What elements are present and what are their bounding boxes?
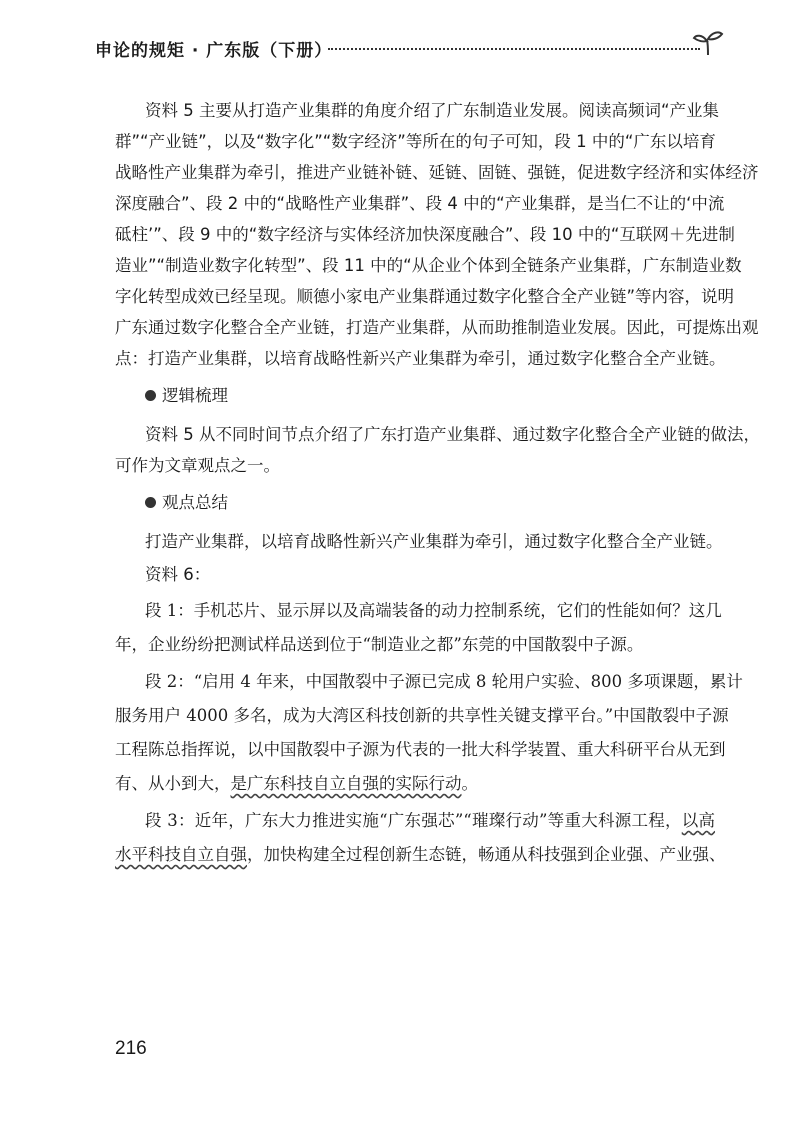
header-title: 申论的规矩 · 广东版（下册） [95,41,333,61]
heading-text: 逻辑梳理 [162,386,228,405]
wavy-underline-text: 是广东科技自立自强的实际行动 [230,774,462,793]
paragraph-line: 点：打造产业集群，以培育战略性新兴产业集群为牵引，通过数字化整合全产业链。 [115,349,726,368]
paragraph-line [115,769,478,799]
paragraph-line: 深度融合”、段 2 中的“战略性产业集群”、段 4 中的“产业集群，是当仁不让的‘中流 [115,194,725,213]
sprout-icon [692,30,724,56]
bullet-icon [145,390,156,401]
text-span: 。 [461,774,478,793]
paragraph-line: 字化转型成效已经呈现。顺德小家电产业集群通过数字化整合全产业链”等内容，说明 [115,287,735,306]
paragraph-line: 年，企业纷纷把测试样品送到位于“制造业之都”东莞的中国散裂中子源。 [115,635,644,654]
paragraph-line: 资料 5 主要从打造产业集群的角度介绍了广东制造业发展。阅读高频词“产业集 [145,101,720,120]
header-dotted-rule [328,48,700,50]
material-label: 资料 6： [145,565,211,584]
text-span: 段 3：近年，广东大力推进实施“广东强芯”“璀璨行动”等重大科源工程， [145,811,682,830]
paragraph-line: 造业”“制造业数字化转型”、段 11 中的“从企业个体到全链条产业集群，广东制造业数 [115,256,742,275]
paragraph-line: 砥柱’”、段 9 中的“数字经济与实体经济加快深度融合”、段 10 中的“互联网＋先进制 [115,225,735,244]
paragraph-line: 资料 5 从不同时间节点介绍了广东打造产业集群、通过数字化整合全产业链的做法， [145,425,760,444]
paragraph-line: 段 2：“启用 4 年来，中国散裂中子源已完成 8 轮用户实验、800 多项课题，累计 [145,672,743,691]
section-heading-summary [145,488,228,518]
bullet-icon [145,497,156,508]
paragraph-line [115,840,726,870]
section-heading-logic [145,381,228,411]
text-span: ，加快构建全过程创新生态链，畅通从科技强到企业强、产业强、 [247,845,726,864]
paragraph-line: 段 1：手机芯片、显示屏以及高端装备的动力控制系统，它们的性能如何？这几 [145,601,722,620]
paragraph-line: 打造产业集群，以培育战略性新兴产业集群为牵引，通过数字化整合全产业链。 [145,532,723,551]
paragraph-line: 战略性产业集群为牵引，推进产业链补链、延链、固链、强链，促进数字经济和实体经济 [115,163,759,182]
paragraph-line: 工程陈总指挥说，以中国散裂中子源为代表的一批大科学装置、重大科研平台从无到 [115,740,726,759]
text-span: 有、从小到大， [115,774,231,793]
paragraph-line: 服务用户 4000 多名，成为大湾区科技创新的共享性关键支撑平台。”中国散裂中子源 [115,706,729,725]
paragraph-line: 群”“产业链”，以及“数字化”“数字经济”等所在的句子可知，段 1 中的“广东以培育 [115,132,716,151]
wavy-underline-text: 以高 [681,811,716,830]
paragraph-line: 广东通过数字化整合全产业链，打造产业集群，从而助推制造业发展。因此，可提炼出观 [115,318,759,337]
page-number: 216 [115,1038,147,1059]
running-header [95,30,720,60]
wavy-underline-text: 水平科技自立自强 [115,845,247,864]
paragraph-line: 可作为文章观点之一。 [115,456,280,475]
heading-text: 观点总结 [162,493,228,512]
paragraph-line [145,806,715,836]
